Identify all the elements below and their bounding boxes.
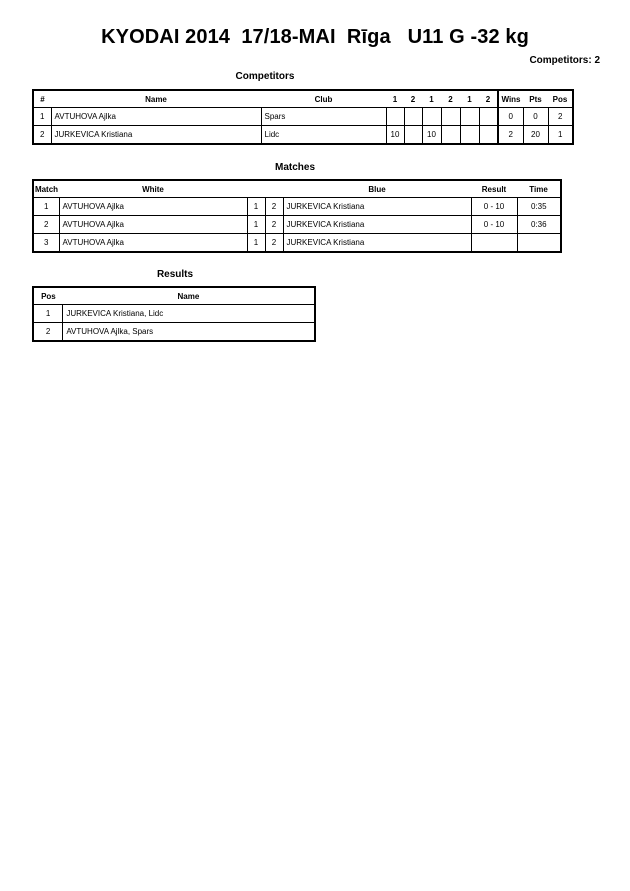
result-pos: 2 bbox=[33, 323, 63, 342]
col-header-pos: Pos bbox=[548, 90, 573, 108]
competitor-pts: 0 bbox=[523, 108, 548, 126]
match-time: 0:35 bbox=[517, 198, 561, 216]
competitor-pos: 2 bbox=[548, 108, 573, 126]
table-row bbox=[33, 234, 561, 253]
col-header-num: # bbox=[33, 90, 51, 108]
match-time bbox=[517, 234, 561, 253]
competitor-club: Lidc bbox=[261, 126, 386, 145]
match-number: 3 bbox=[33, 234, 59, 253]
score-cell bbox=[441, 108, 460, 126]
match-white-num: 1 bbox=[247, 234, 265, 253]
score-cell bbox=[460, 108, 479, 126]
score-cell bbox=[460, 126, 479, 145]
col-header-wins: Wins bbox=[498, 90, 523, 108]
match-blue-num: 2 bbox=[265, 234, 283, 253]
score-cell bbox=[479, 126, 498, 145]
table-row bbox=[33, 216, 561, 234]
score-cell bbox=[479, 108, 498, 126]
match-blue-num: 2 bbox=[265, 198, 283, 216]
result-name: AVTUHOVA Ajlka, Spars bbox=[63, 323, 315, 342]
score-cell bbox=[404, 126, 422, 145]
table-row bbox=[33, 126, 573, 145]
match-number: 1 bbox=[33, 198, 59, 216]
match-white: AVTUHOVA Ajlka bbox=[59, 198, 247, 216]
match-white-num: 1 bbox=[247, 216, 265, 234]
score-cell: 10 bbox=[386, 126, 404, 145]
matches-section-title: Matches bbox=[274, 162, 315, 173]
col-header-match: Match bbox=[33, 180, 59, 198]
col-header-club: Club bbox=[261, 90, 386, 108]
competitor-num: 1 bbox=[33, 108, 51, 126]
match-white: AVTUHOVA Ajlka bbox=[59, 216, 247, 234]
matches-table bbox=[32, 179, 562, 253]
page-title: KYODAI 2014 17/18-MAI Rīga U11 G -32 kg bbox=[101, 26, 529, 48]
table-row bbox=[33, 305, 315, 323]
competitors-table bbox=[32, 89, 574, 145]
competitor-name: AVTUHOVA Ajlka bbox=[51, 108, 261, 126]
match-result: 0 - 10 bbox=[471, 198, 517, 216]
table-row bbox=[33, 198, 561, 216]
competitors-count: Competitors: 2 bbox=[529, 55, 600, 66]
col-header-score: 2 bbox=[441, 90, 460, 108]
competitor-wins: 0 bbox=[498, 108, 523, 126]
match-result: 0 - 10 bbox=[471, 216, 517, 234]
score-cell bbox=[404, 108, 422, 126]
competitor-wins: 2 bbox=[498, 126, 523, 145]
results-table bbox=[32, 286, 316, 342]
competitor-num: 2 bbox=[33, 126, 51, 145]
score-cell bbox=[386, 108, 404, 126]
score-cell bbox=[422, 108, 441, 126]
competitor-pos: 1 bbox=[548, 126, 573, 145]
competitors-header-row bbox=[33, 90, 573, 108]
col-header-score: 2 bbox=[479, 90, 498, 108]
col-header-white-num bbox=[247, 180, 265, 198]
col-header-time: Time bbox=[517, 180, 561, 198]
col-header-score: 1 bbox=[386, 90, 404, 108]
matches-header-row bbox=[33, 180, 561, 198]
col-header-name: Name bbox=[51, 90, 261, 108]
col-header-blue-num bbox=[265, 180, 283, 198]
col-header-result: Result bbox=[471, 180, 517, 198]
table-row bbox=[33, 108, 573, 126]
competitors-section-title: Competitors bbox=[235, 71, 295, 82]
results-section-title: Results bbox=[156, 269, 194, 280]
col-header-pos: Pos bbox=[33, 287, 63, 305]
col-header-white: White bbox=[59, 180, 247, 198]
match-blue-num: 2 bbox=[265, 216, 283, 234]
match-number: 2 bbox=[33, 216, 59, 234]
match-white-num: 1 bbox=[247, 198, 265, 216]
col-header-name: Name bbox=[63, 287, 315, 305]
competitor-club: Spars bbox=[261, 108, 386, 126]
table-row bbox=[33, 323, 315, 342]
match-white: AVTUHOVA Ajlka bbox=[59, 234, 247, 253]
col-header-score: 1 bbox=[460, 90, 479, 108]
match-result bbox=[471, 234, 517, 253]
results-header-row bbox=[33, 287, 315, 305]
score-cell bbox=[441, 126, 460, 145]
score-cell: 10 bbox=[422, 126, 441, 145]
col-header-score: 1 bbox=[422, 90, 441, 108]
match-time: 0:36 bbox=[517, 216, 561, 234]
match-blue: JURKEVICA Kristiana bbox=[283, 216, 471, 234]
col-header-blue: Blue bbox=[283, 180, 471, 198]
col-header-score: 2 bbox=[404, 90, 422, 108]
competitor-name: JURKEVICA Kristiana bbox=[51, 126, 261, 145]
result-name: JURKEVICA Kristiana, Lidc bbox=[63, 305, 315, 323]
match-blue: JURKEVICA Kristiana bbox=[283, 234, 471, 253]
competitor-pts: 20 bbox=[523, 126, 548, 145]
match-blue: JURKEVICA Kristiana bbox=[283, 198, 471, 216]
result-pos: 1 bbox=[33, 305, 63, 323]
col-header-pts: Pts bbox=[523, 90, 548, 108]
